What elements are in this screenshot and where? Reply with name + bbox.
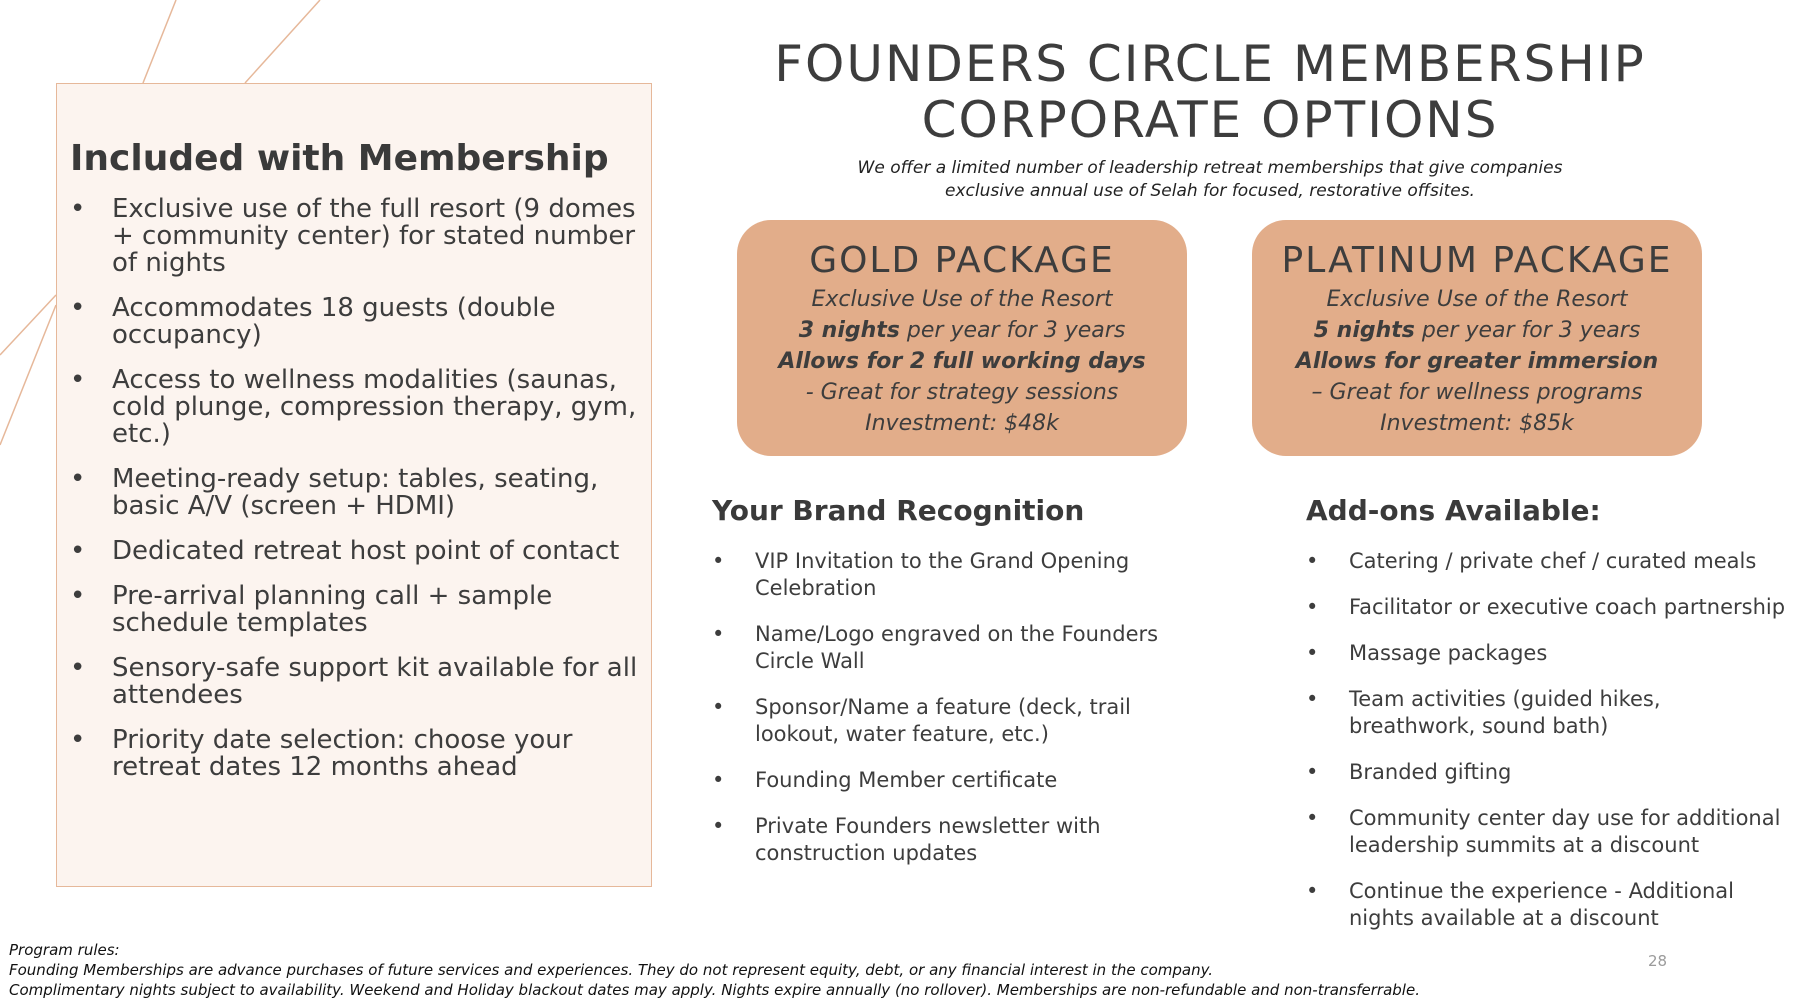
gold-package-card xyxy=(737,220,1187,456)
list-item-text: Priority date selection: choose your retreat dates 12 months ahead xyxy=(112,725,573,782)
list-item xyxy=(712,621,1192,675)
bullet-icon: • xyxy=(712,549,725,573)
package-note: - Great for strategy sessions xyxy=(805,380,1119,405)
package-nights-count: 5 nights xyxy=(1313,318,1415,343)
package-nights xyxy=(1252,315,1702,346)
list-item-text: Name/Logo engraved on the Founders Circle Wall xyxy=(755,622,1159,673)
bullet-icon: • xyxy=(70,725,86,755)
bullet-icon: • xyxy=(70,293,86,323)
bullet-icon: • xyxy=(70,194,86,224)
bullet-icon: • xyxy=(712,814,725,838)
list-item xyxy=(712,813,1192,867)
bullet-icon: • xyxy=(712,768,725,792)
list-item-text: Branded gifting xyxy=(1349,760,1512,784)
list-item-text: Catering / private chef / curated meals xyxy=(1349,549,1757,573)
list-item-text: Meeting-ready setup: tables, seating, basic A/V (screen + HDMI) xyxy=(112,464,599,521)
list-item-text: Founding Member certificate xyxy=(755,768,1058,792)
package-investment: Investment: $48k xyxy=(865,411,1059,436)
bullet-icon: • xyxy=(1306,549,1319,573)
bullet-icon: • xyxy=(1306,641,1319,665)
list-item-text: Dedicated retreat host point of contact xyxy=(112,536,620,566)
list-item-text: Access to wellness modalities (saunas, cold plunge, compression therapy, gym, etc.) xyxy=(112,365,637,449)
list-item xyxy=(70,367,645,448)
bullet-icon: • xyxy=(1306,687,1319,711)
page-title xyxy=(700,36,1720,148)
list-item xyxy=(712,767,1192,794)
list-item xyxy=(1306,759,1786,786)
decorative-line xyxy=(0,305,56,445)
list-item xyxy=(1306,594,1786,621)
package-highlight: Allows for 2 full working days xyxy=(778,349,1146,374)
addons-title: Add-ons Available: xyxy=(1306,494,1601,527)
package-line: Exclusive Use of the Resort xyxy=(1326,287,1628,312)
list-item-text: Massage packages xyxy=(1349,641,1548,665)
package-line: Exclusive Use of the Resort xyxy=(811,287,1113,312)
included-title: Included with Membership xyxy=(70,138,609,179)
page-title-line-1: FOUNDERS CIRCLE MEMBERSHIP xyxy=(774,35,1646,93)
bullet-icon: • xyxy=(712,622,725,646)
list-item-text: Sponsor/Name a feature (deck, trail lookout, water feature, etc.) xyxy=(755,695,1131,746)
list-item-text: Community center day use for additional leadership summits at a discount xyxy=(1349,806,1781,857)
subtitle-line-2: exclusive annual use of Selah for focused, restorative offsites. xyxy=(945,181,1475,201)
list-item-text: Accommodates 18 guests (double occupancy) xyxy=(112,293,556,350)
package-investment: Investment: $85k xyxy=(1380,411,1574,436)
bullet-icon: • xyxy=(712,695,725,719)
list-item xyxy=(70,466,645,520)
page-number: 28 xyxy=(1648,952,1668,970)
bullet-icon: • xyxy=(70,581,86,611)
package-nights-count: 3 nights xyxy=(798,318,900,343)
list-item xyxy=(1306,686,1786,740)
decorative-line xyxy=(0,295,56,355)
addons-list xyxy=(1306,548,1786,951)
bullet-icon: • xyxy=(70,653,86,683)
bullet-icon: • xyxy=(70,536,86,566)
list-item xyxy=(70,538,645,565)
list-item-text: Team activities (guided hikes, breathwork, sound bath) xyxy=(1349,687,1661,738)
list-item xyxy=(70,583,645,637)
decorative-line xyxy=(143,0,176,83)
list-item-text: Continue the experience - Additional nights available at a discount xyxy=(1349,879,1734,930)
bullet-icon: • xyxy=(1306,760,1319,784)
list-item-text: Pre-arrival planning call + sample schedule templates xyxy=(112,581,553,638)
program-rules-heading: Program rules: xyxy=(9,941,120,959)
package-highlight: Allows for greater immersion xyxy=(1295,349,1659,374)
package-nights-term: per year for 3 years xyxy=(899,318,1126,343)
list-item xyxy=(1306,640,1786,667)
subtitle-line-1: We offer a limited number of leadership retreat memberships that give companies xyxy=(857,158,1563,178)
included-list xyxy=(70,196,645,799)
bullet-icon: • xyxy=(1306,595,1319,619)
list-item xyxy=(1306,878,1786,932)
list-item xyxy=(70,727,645,781)
list-item xyxy=(1306,548,1786,575)
platinum-package-card xyxy=(1252,220,1702,456)
bullet-icon: • xyxy=(70,464,86,494)
package-name: GOLD PACKAGE xyxy=(809,240,1115,281)
list-item-text: VIP Invitation to the Grand Opening Celebration xyxy=(755,549,1130,600)
brand-recognition-list xyxy=(712,548,1192,886)
brand-recognition-title: Your Brand Recognition xyxy=(712,494,1085,527)
list-item xyxy=(1306,805,1786,859)
page-title-line-2: CORPORATE OPTIONS xyxy=(921,91,1499,149)
list-item xyxy=(70,655,645,709)
list-item-text: Private Founders newsletter with construction updates xyxy=(755,814,1101,865)
bullet-icon: • xyxy=(1306,806,1319,830)
list-item-text: Exclusive use of the full resort (9 domes + community center) for stated number of nights xyxy=(112,194,636,278)
program-rules-line: Complimentary nights subject to availability. Weekend and Holiday blackout dates may apply. Nights expire annually (no rollover). Memberships are non-refundable and non-transferrable. xyxy=(9,981,1420,999)
package-nights-term: per year for 3 years xyxy=(1414,318,1641,343)
program-rules xyxy=(9,940,1509,1000)
list-item-text: Facilitator or executive coach partnership xyxy=(1349,595,1786,619)
list-item xyxy=(712,694,1192,748)
decorative-line xyxy=(245,0,320,83)
package-note: – Great for wellness programs xyxy=(1311,380,1643,405)
package-name: PLATINUM PACKAGE xyxy=(1281,240,1673,281)
page-subtitle xyxy=(760,157,1660,203)
bullet-icon: • xyxy=(70,365,86,395)
package-nights xyxy=(737,315,1187,346)
bullet-icon: • xyxy=(1306,879,1319,903)
program-rules-line: Founding Memberships are advance purchases of future services and experiences. They do not represent equity, debt, or any financial interest in the company. xyxy=(9,961,1214,979)
list-item xyxy=(70,196,645,277)
list-item xyxy=(70,295,645,349)
list-item-text: Sensory-safe support kit available for all attendees xyxy=(112,653,638,710)
list-item xyxy=(712,548,1192,602)
